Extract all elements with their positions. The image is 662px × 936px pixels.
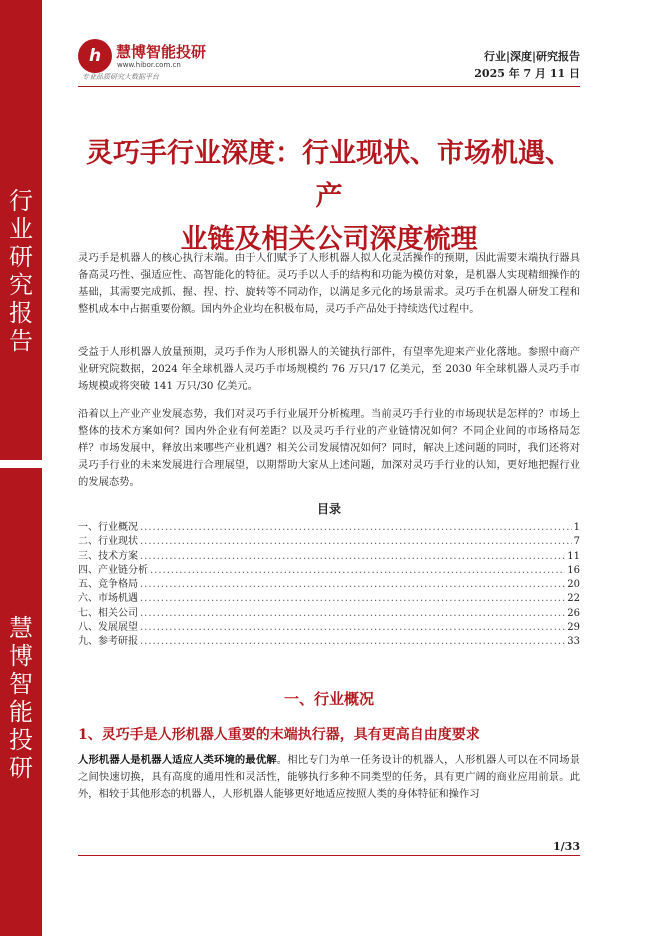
intro-paragraph-3: 沿着以上产业产业发展态势，我们对灵巧手行业展开分析梳理。当前灵巧手行业的市场现状是怎样的？市场上整体的技术方案如何？国内外企业有何差距？以及灵巧手行业的产业链情况如何？不同企业间的市场格局怎样？市场发展中，释放出来哪些产业机遇？相关公司发展情况如何？同时，解决上述问题的同时，我们还将对灵巧手行业的未来发展进行合理展望，以期帮助大家从上述问题，加深对灵巧手行业的认知，更好地把握行业的发展态势。 [78, 408, 580, 488]
toc-item-label: 一、行业概况 [78, 522, 138, 533]
toc-item-page: 20 [567, 579, 580, 591]
toc-title: 目录 [316, 502, 341, 516]
toc-item-label: 五、竞争格局 [78, 579, 138, 591]
toc-item-page: 26 [567, 607, 580, 619]
toc-leader [150, 564, 565, 578]
toc-item[interactable] [78, 550, 580, 564]
report-date: 2025 年 7 月 11 日 [474, 67, 580, 80]
toc-item-label: 四、产业链分析 [78, 564, 148, 576]
toc-item[interactable] [78, 578, 580, 592]
toc-item-label: 二、行业现状 [78, 536, 138, 548]
sidebar-divider [0, 460, 42, 468]
logo-url: www.hibor.com.cn [117, 61, 181, 69]
toc-item-label: 三、技术方案 [78, 550, 138, 562]
toc-item-page: 29 [567, 622, 580, 634]
logo-slogan: 专业品质研究大数据平台 [82, 73, 159, 81]
toc-item[interactable] [78, 607, 580, 621]
toc-leader [140, 621, 565, 635]
toc-item-label: 七、相关公司 [78, 607, 138, 619]
toc-item-label: 六、市场机遇 [78, 593, 138, 605]
logo-icon: h [78, 39, 112, 73]
section-paragraph [78, 752, 580, 803]
toc-item-label: 九、参考研报 [78, 636, 138, 648]
page-title [78, 132, 580, 261]
toc-leader [140, 550, 565, 564]
footer-divider [78, 855, 580, 856]
intro-paragraph-1: 灵巧手是机器人的核心执行末端。由于人们赋予了人形机器人拟人化灵活操作的预期，因此需要末端执行器具备高灵巧性、强适应性、高智能化的特征。灵巧手以人手的结构和功能为模仿对象，是机器人实现精细操作的基础，其需要完成抓、握、捏、拧、旋转等不同动作，以满足多元化的场景需求。灵巧手在机器人研发工程和整机成本中占据重要份额。国内外企业均在积极布局，灵巧手产品处于持续迭代过程中。 [78, 252, 580, 315]
toc-leader [140, 578, 565, 592]
report-meta [474, 48, 580, 82]
toc-item-label: 八、发展展望 [78, 622, 138, 634]
title-line-2: 业链及相关公司深度梳理 [180, 224, 478, 255]
section-heading: 一、行业概况 [283, 690, 374, 708]
toc-leader [140, 521, 572, 535]
sidebar-bottom-text: 慧博智能投研 [9, 614, 33, 782]
intro-paragraph-2: 受益于人形机器人放量预期，灵巧手作为人形机器人的关键执行部件，有望率先迎来产业化落地。参照中商产业研究院数据，2024 年全球机器人灵巧手市场规模约 76 万只/17 亿美元，至 2030 年全球机器人灵巧手市场规模或将突破 141 万只/30 亿美元。 [78, 346, 580, 392]
toc-item[interactable] [78, 592, 580, 606]
toc-leader [140, 607, 565, 621]
toc-item[interactable] [78, 521, 580, 535]
toc-item[interactable] [78, 635, 580, 649]
toc-item-page: 16 [567, 564, 580, 576]
toc-item-page: 1 [573, 522, 580, 533]
toc-item-page: 22 [567, 593, 580, 605]
toc-item-page: 11 [567, 550, 580, 562]
toc-item-page: 7 [573, 536, 580, 548]
logo-name: 慧博智能投研 [116, 43, 207, 61]
subsection-heading: 1、灵巧手是人形机器人重要的末端执行器，具有更高自由度要求 [78, 727, 480, 743]
toc-item-page: 33 [567, 636, 580, 648]
toc-leader [140, 592, 565, 606]
toc-item[interactable] [78, 564, 580, 578]
toc-leader [140, 635, 565, 649]
toc-item[interactable] [78, 535, 580, 549]
brand-logo [78, 39, 228, 81]
table-of-contents [78, 521, 580, 650]
report-category: 行业|深度|研究报告 [483, 50, 580, 63]
header-divider [78, 86, 580, 87]
sidebar [0, 0, 42, 936]
sidebar-top-text: 行业研究报告 [9, 187, 33, 355]
toc-item[interactable] [78, 621, 580, 635]
title-line-1: 灵巧手行业深度：行业现状、市场机遇、产 [86, 138, 572, 212]
lead-rest-text: 。相比专门为单一任务设计的机器人，人形机器人可以在不同场景之间快速切换，具有高度的通用性和灵活性，能够执行多种不同类型的任务，具有更广阔的商业应用前景。此外，相较于其他形态的机器人，人形机器人能够更好地适应按照人类的身体特征和操作习 [78, 754, 581, 800]
lead-bold-text: 人形机器人是机器人适应人类环境的最优解 [78, 754, 277, 766]
page-number: 1/33 [553, 840, 580, 853]
toc-leader [140, 535, 572, 549]
